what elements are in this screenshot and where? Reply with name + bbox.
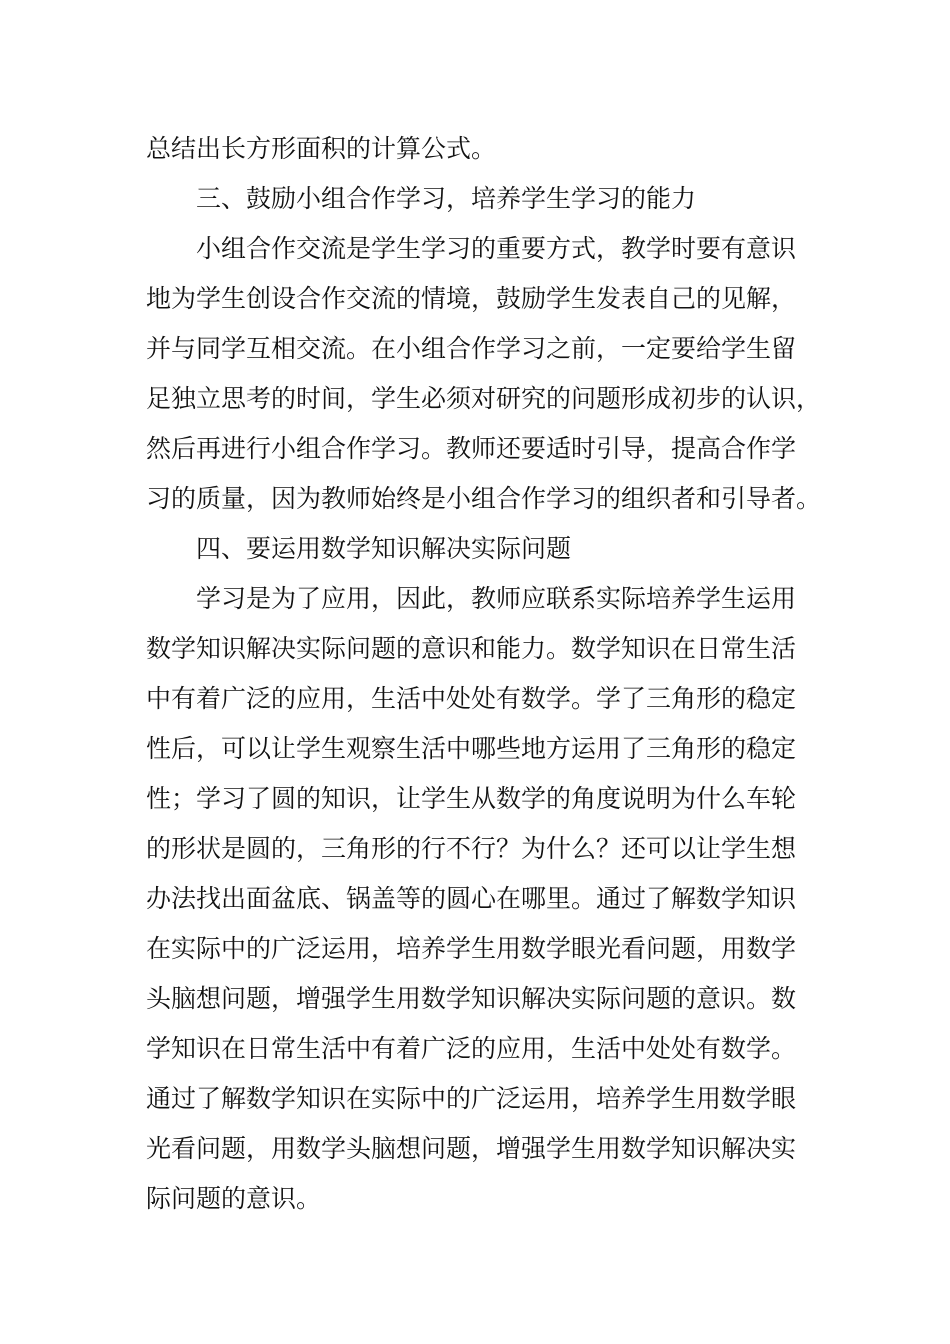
paragraph-line: 中有着广泛的应用，生活中处处有数学。学了三角形的稳定: [146, 684, 797, 713]
paragraph-line: 习的质量，因为教师始终是小组合作学习的组织者和引导者。: [146, 484, 822, 513]
paragraph-line: 学知识在日常生活中有着广泛的应用，生活中处处有数学。: [146, 1034, 797, 1063]
paragraph-line: 通过了解数学知识在实际中的广泛运用，培养学生用数学眼: [146, 1084, 797, 1113]
paragraph-line: 在实际中的广泛运用，培养学生用数学眼光看问题，用数学: [146, 934, 797, 963]
paragraph-line: 性；学习了圆的知识，让学生从数学的角度说明为什么车轮: [146, 784, 797, 813]
paragraph-line: 地为学生创设合作交流的情境，鼓励学生发表自己的见解，: [146, 284, 797, 313]
paragraph-line: 足独立思考的时间，学生必须对研究的问题形成初步的认识，: [146, 384, 822, 413]
paragraph-line: 光看问题，用数学头脑想问题，增强学生用数学知识解决实: [146, 1134, 797, 1163]
paragraph-line: 办法找出面盆底、锅盖等的圆心在哪里。通过了解数学知识: [146, 884, 797, 913]
section-heading-4: 四、要运用数学知识解决实际问题: [196, 534, 572, 563]
paragraph-line: 总结出长方形面积的计算公式。: [146, 134, 497, 163]
paragraph-line: 的形状是圆的，三角形的行不行？为什么？还可以让学生想: [146, 834, 797, 863]
paragraph-line: 头脑想问题，增强学生用数学知识解决实际问题的意识。数: [146, 984, 797, 1013]
paragraph-line: 数学知识解决实际问题的意识和能力。数学知识在日常生活: [146, 634, 797, 663]
paragraph-line: 际问题的意识。: [146, 1184, 322, 1213]
paragraph-line: 学习是为了应用，因此，教师应联系实际培养学生运用: [196, 584, 797, 613]
paragraph-line: 并与同学互相交流。在小组合作学习之前，一定要给学生留: [146, 334, 797, 363]
paragraph-line: 然后再进行小组合作学习。教师还要适时引导，提高合作学: [146, 434, 797, 463]
paragraph-line: 小组合作交流是学生学习的重要方式，教学时要有意识: [196, 234, 797, 263]
paragraph-line: 性后，可以让学生观察生活中哪些地方运用了三角形的稳定: [146, 734, 797, 763]
section-heading-3: 三、鼓励小组合作学习，培养学生学习的能力: [196, 184, 697, 213]
